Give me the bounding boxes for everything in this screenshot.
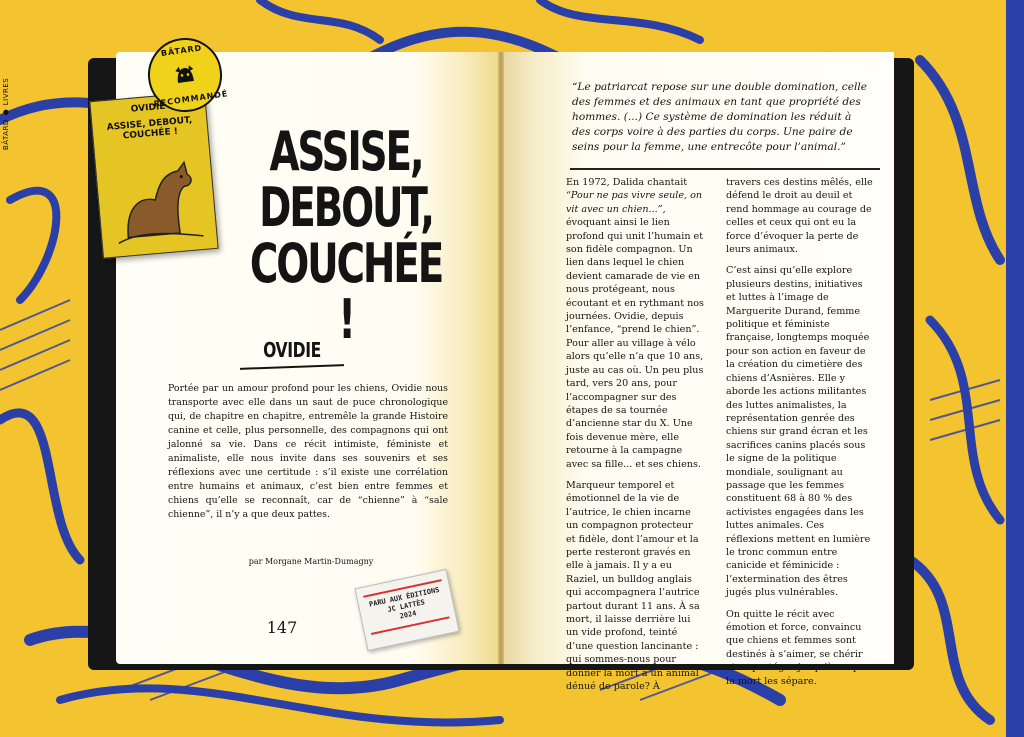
- pull-quote: “Le patriarcat repose sur une double domination, celle des femmes et des animaux en tant que propriété des hommes. (...) Ce système de domination les réduit à des corps voire à des parties du corps. Une paire de seins pour la femme, une entrecôte pour l’animal.”: [572, 81, 868, 153]
- title-line: DEBOUT,: [259, 176, 433, 239]
- paragraph: Marqueur temporel et émotionnel de la vie de l’autrice, le chien incarne un compagnon protecteur et fidèle, dont l’amour et la perte resteront gravés en elle à jamais. Il y a eu Raziel, un bulldog anglais qui accompagnera l’autrice partout durant 11 ans. À sa mort, il laisse derrière lui un vide profond, teinté d’une question lancinante : qui sommes-nous pour donner la mort à un animal dénué de parole? À: [566, 479, 700, 693]
- page-edge-stripe: [1006, 0, 1024, 737]
- text-column-2: [726, 176, 874, 696]
- paragraph: On quitte le récit avec émotion et force, convaincu que chiens et femmes sont destinés à s’aimer, se chérir et se protéger jusqu’à ce que la mort les sépare.: [726, 608, 869, 687]
- badge-top-text: BÂTARD: [160, 43, 203, 59]
- dog-illustration-icon: [101, 141, 209, 249]
- paragraph-text: En 1972, Dalida chantait: [566, 177, 688, 188]
- paragraph: travers ces destins mêlés, elle défend le droit au deuil et rend hommage au courage de celles et ceux qui ont eu la force d’évoquer la perte de leurs animaux.: [726, 177, 873, 256]
- quote-divider: [570, 168, 880, 170]
- cover-author: OVIDIE: [130, 101, 166, 115]
- title-line: COUCHÉE !: [249, 232, 443, 351]
- book-cover-image: [89, 91, 218, 259]
- paragraph: C’est ainsi qu’elle explore plusieurs destins, initiatives et luttes à l’image de Marguerite Durand, femme politique et féministe française, longtemps moquée pour son action en faveur de la création du cimetière des chiens d’Asnières. Elle y aborde les actions militantes des luttes animalistes, la représentation genrée des chiens sur grand écran et les sacrifices canins placés sous le signe de la politique mondiale, soulignant au passage que les femmes constituent 68 à 80 % des activistes engagées dans les luttes animales. Ces réflexions mettent en lumière le tronc commun entre canicide et féminicide : l’extermination des êtres jugés plus vulnérables.: [726, 265, 871, 599]
- paragraph: [566, 176, 704, 471]
- song-quote: “Pour ne pas vivre seule, on vit avec un chien...”: [566, 190, 703, 215]
- article-author: OVIDIE: [263, 338, 321, 362]
- text-column-1: [566, 176, 704, 701]
- byline: par Morgane Martin-Dumagny: [248, 557, 374, 566]
- section-label: BÂTARD ● LIVRES: [2, 77, 10, 150]
- dog-head-icon: [170, 60, 199, 89]
- badge-bottom-text: RECOMMANDÉ: [153, 89, 229, 109]
- cover-title: ASSISE, DEBOUT, COUCHÉE !: [106, 115, 193, 142]
- paragraph-text: , évoquant ainsi le lien profond qui unit l’humain et son fidèle compagnon. Un lien dans lequel le chien devient camarade de vie en nous protégeant, nous écoutant et en rythmant nos journées. Ovidie, depuis l’enfance, “prend le chien”. Pour aller au village à vélo alors qu’elle n’a que 10 ans, juste au cas où. Un peu plus tard, vers 20 ans, pour l’accompagner sur des étapes de sa tournée d’ancienne star du X. Une fois devenue mère, elle retourne à la campagne avec sa fille... et ses chiens.: [566, 203, 704, 470]
- book-gutter: [498, 52, 504, 664]
- ticket-text: PARU AUX ÉDITIONS JC LATTÈS 2024: [368, 585, 441, 621]
- article-intro: Portée par un amour profond pour les chiens, Ovidie nous transporte avec elle dans un saut de puce chronologique qui, de chapitre en chapitre, entremêle la grande Histoire canine et celle, plus personnelle, des compagnons qui ont jalonné sa vie. Dans ce récit intimiste, féministe et animaliste, elle nous invite dans ses souvenirs et ses réflexions avec une certitude : s’il existe une corrélation entre humains et animaux, c’est bien entre femmes et chiens qu’elle se reconnaît, car de “chienne” à “sale chienne”, il n’y a que deux pattes.: [168, 383, 448, 520]
- page-number: 147: [266, 618, 298, 637]
- title-line: ASSISE,: [269, 120, 423, 183]
